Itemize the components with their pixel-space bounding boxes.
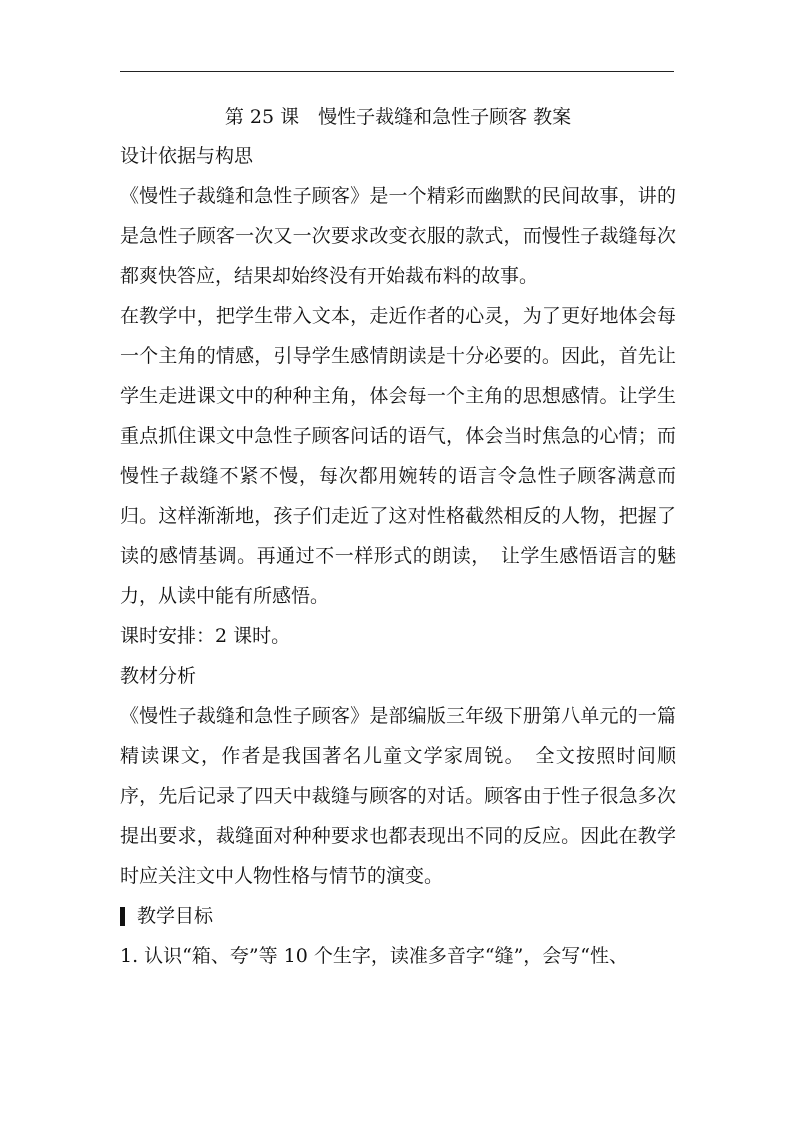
- class-schedule: 课时安排：2 课时。: [120, 625, 291, 647]
- heading-marker-icon: [120, 907, 125, 926]
- goals-heading-label: 教学目标: [137, 905, 214, 927]
- paragraph-material: 《慢性子裁缝和急性子顾客》是部编版三年级下册第八单元的一篇精读课文，作者是我国著名儿童文学家周锐。 全文按照时间顺序，先后记录了四天中裁缝与顾客的对话。顾客由于性子很急多次提出要求，裁缝面对种种要求也都表现出不同的反应。因此在教学时应关注文中人物性格与情节的演变。: [120, 705, 676, 887]
- paragraph-teaching: 在教学中，把学生带入文本，走近作者的心灵，为了更好地体会每一个主角的情感，引导学生感情朗读是十分必要的。因此，首先让学生走进课文中的种种主角，体会每一个主角的思想感情。让学生重点抓住课文中急性子顾客问话的语气，体会当时焦急的心情；而慢性子裁缝不紧不慢，每次都用婉转的语言令急性子顾客满意而归。这样渐渐地，孩子们走近了这对性格截然相反的人物，把握了读的感情基调。再通过不一样形式的朗读， 让学生感悟语言的魅力，从读中能有所感悟。: [120, 305, 676, 607]
- paragraph-intro: 《慢性子裁缝和急性子顾客》是一个精彩而幽默的民间故事，讲的是急性子顾客一次又一次要求改变衣服的款式，而慢性子裁缝每次都爽快答应，结果却始终没有开始裁布料的故事。: [120, 185, 676, 287]
- section-heading-material: 教材分析: [120, 665, 197, 687]
- section-heading-design: 设计依据与构思: [120, 145, 254, 167]
- document-body: [120, 99, 676, 976]
- header-rule: [120, 71, 674, 72]
- page-title: 第 25 课 慢性子裁缝和急性子顾客 教案: [224, 106, 572, 128]
- goal-item: 1. 认识“箱、夸”等 10 个生字，读准多音字“缝”，会写“性、: [120, 945, 628, 967]
- section-heading-goals: [120, 896, 676, 936]
